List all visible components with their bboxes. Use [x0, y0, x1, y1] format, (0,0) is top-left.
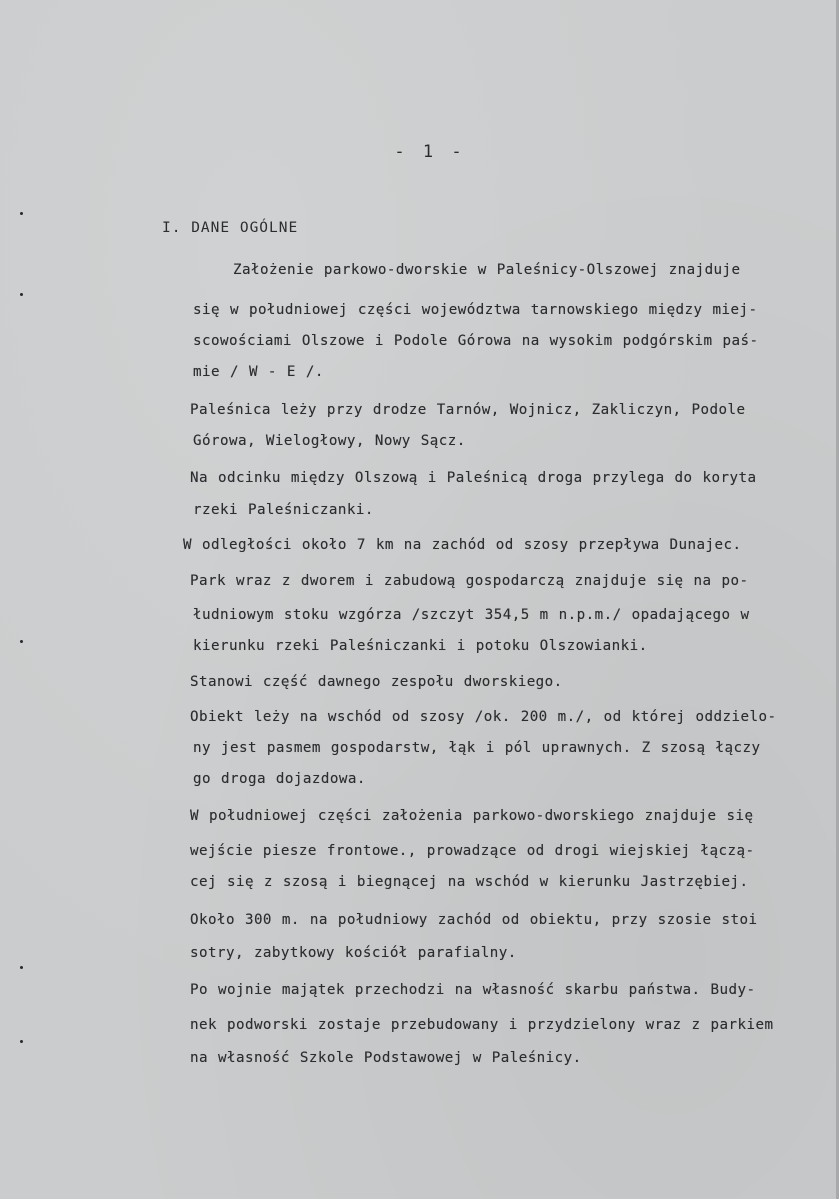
text-line: Górowa, Wielogłowy, Nowy Sącz.: [193, 433, 466, 449]
text-line: scowościami Olszowe i Podole Górowa na wysokim podgórskim paś-: [193, 333, 759, 349]
text-line: na własność Szkole Podstawowej w Paleśnicy.: [190, 1050, 582, 1066]
text-line: łudniowym stoku wzgórza /szczyt 354,5 m n.p.m./ opadającego w: [193, 607, 750, 623]
section-heading: I. DANE OGÓLNE: [162, 220, 299, 236]
text-line: sotry, zabytkowy kościół parafialny.: [190, 945, 517, 961]
punch-mark: [20, 293, 23, 296]
text-line: Około 300 m. na południowy zachód od obiektu, przy szosie stoi: [190, 912, 758, 928]
text-line: go droga dojazdowa.: [193, 771, 366, 787]
text-line: nek podworski zostaje przebudowany i przydzielony wraz z parkiem: [190, 1017, 774, 1033]
text-line: ny jest pasmem gospodarstw, łąk i pól uprawnych. Z szosą łączy: [193, 740, 761, 756]
text-line: Założenie parkowo-dworskie w Paleśnicy-Olszowej znajduje: [233, 262, 741, 278]
text-line: Po wojnie majątek przechodzi na własność skarbu państwa. Budy-: [190, 982, 756, 998]
text-line: wejście piesze frontowe., prowadzące od drogi wiejskiej łączą-: [190, 843, 755, 859]
text-line: W południowej części założenia parkowo-dworskiego znajduje się: [190, 808, 754, 824]
punch-mark: [20, 640, 23, 643]
text-line: Paleśnica leży przy drodze Tarnów, Wojnicz, Zakliczyn, Podole: [190, 402, 746, 418]
page-number: - 1 -: [394, 142, 466, 162]
text-line: rzeki Paleśniczanki.: [193, 502, 374, 518]
text-line: W odległości około 7 km na zachód od szosy przepływa Dunajec.: [183, 537, 742, 553]
text-line: Obiekt leży na wschód od szosy /ok. 200 m./, od której oddzielo-: [190, 709, 777, 725]
text-line: cej się z szosą i biegnącej na wschód w kierunku Jastrzębiej.: [190, 874, 749, 890]
text-line: Stanowi część dawnego zespołu dworskiego.: [190, 674, 563, 690]
punch-mark: [20, 1040, 23, 1043]
text-line: się w południowej części województwa tarnowskiego między miej-: [193, 302, 758, 318]
text-line: Park wraz z dworem i zabudową gospodarczą znajduje się na po-: [190, 573, 749, 589]
text-line: kierunku rzeki Paleśniczanki i potoku Olszowianki.: [193, 638, 648, 654]
text-line: Na odcinku między Olszową i Paleśnicą droga przylega do koryta: [190, 470, 757, 486]
text-line: mie / W - E /.: [193, 364, 324, 380]
punch-mark: [20, 212, 23, 215]
punch-mark: [20, 966, 23, 969]
